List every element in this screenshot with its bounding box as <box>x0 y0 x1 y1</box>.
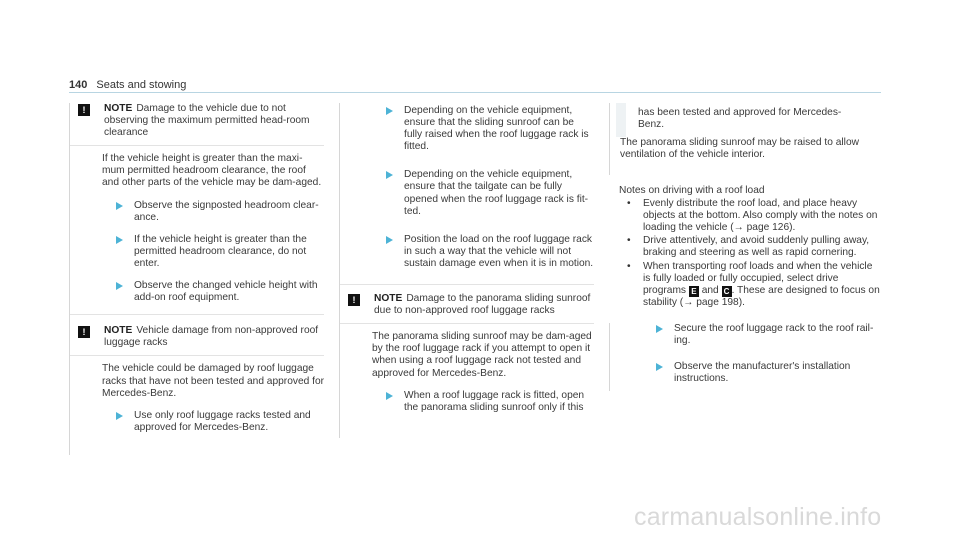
step-item: Secure the roof luggage rack to the roof rail-ing. <box>610 323 881 347</box>
divider <box>70 145 324 146</box>
step-item: Use only roof luggage racks tested and approved for Mercedes-Benz. <box>70 410 324 434</box>
note-title: Damage to the vehicle due to not observing the maximum permitted head-room clearance <box>104 103 310 139</box>
page-number: 140 <box>69 79 88 91</box>
column-1 <box>69 103 324 455</box>
note-title: Damage to the panorama sliding sunroof due to non-approved roof luggage racks <box>374 293 591 317</box>
warning-icon: ! <box>78 104 90 116</box>
step-item: Observe the manufacturer's installation instructions. <box>610 361 881 385</box>
divider <box>70 314 324 315</box>
step-item: When a roof luggage rack is fitted, open the panorama sliding sunroof only if this <box>340 390 594 414</box>
note-panorama <box>340 293 594 414</box>
bullet-item: • Drive attentively, and avoid suddenly pulling away, braking and steering as well as rapid cornering. <box>609 235 881 259</box>
warning-icon: ! <box>78 326 90 338</box>
header-divider <box>69 92 881 93</box>
watermark: carmanualsonline.info <box>634 503 882 531</box>
note-body: The vehicle could be damaged by roof luggage racks that have not been tested and approved for Mercedes-Benz. <box>102 363 325 399</box>
drive-program-c-icon: C <box>722 286 732 297</box>
step-item: If the vehicle height is greater than the permitted headroom clearance, do not enter. <box>70 234 324 270</box>
column-3-box <box>609 103 864 175</box>
steps-box <box>609 323 881 391</box>
step-item: Position the load on the roof luggage rack in such a way that the vehicle will not sustain damage even when it is in motion. <box>340 234 594 270</box>
note-body: If the vehicle height is greater than the maxi-mum permitted headroom clearance, the roof and other parts of the vehicle may be dam-aged. <box>102 153 322 189</box>
step-continuation-bar <box>616 103 626 137</box>
warning-icon: ! <box>348 294 360 306</box>
column-3 <box>609 185 881 391</box>
note-label: NOTE <box>104 103 133 114</box>
section-title: Seats and stowing <box>96 79 187 91</box>
note-luggage-rack <box>70 325 324 434</box>
page-reference: (→ page 126). <box>730 222 796 234</box>
note-label: NOTE <box>374 293 403 305</box>
note-title: Vehicle damage from non-approved roof luggage racks <box>104 325 319 349</box>
page-header <box>69 79 186 91</box>
step-item: Observe the changed vehicle height with add-on roof equipment. <box>70 280 324 304</box>
divider <box>340 284 594 285</box>
continued-step: has been tested and approved for Mercedes-Benz. <box>638 107 842 131</box>
divider <box>70 355 324 356</box>
bullet-item: • When transporting roof loads and when the vehicle is fully loaded or fully occupied, select drive programs E and C . These are designed to focus on stability (→ page 198). <box>609 261 881 309</box>
panorama-text: The panorama sliding sunroof may be raised to allow ventilation of the vehicle interior. <box>620 137 859 161</box>
column-2 <box>339 103 594 438</box>
step-item: Depending on the vehicle equipment, ensure that the sliding sunroof can be fully raised when the roof luggage rack is fitted. <box>340 105 594 153</box>
step-item: Observe the signposted headroom clear-ance. <box>70 200 324 224</box>
drive-program-e-icon: E <box>689 286 699 297</box>
bullet-item: • Evenly distribute the roof load, and place heavy objects at the bottom. Also comply with the notes on loading the vehicle (→ page 126). <box>609 198 881 234</box>
step-item: Depending on the vehicle equipment, ensure that the tailgate can be fully opened when the roof luggage rack is fit-ted. <box>340 169 594 217</box>
divider <box>340 323 594 324</box>
note-headroom <box>70 103 324 304</box>
note-body: The panorama sliding sunroof may be dam-aged by the roof luggage rack if you attempt to open it when using a roof luggage rack not tested and approved for Mercedes-Benz. <box>372 331 592 379</box>
notes-title: Notes on driving with a roof load <box>619 185 765 196</box>
note-label: NOTE <box>104 325 133 337</box>
